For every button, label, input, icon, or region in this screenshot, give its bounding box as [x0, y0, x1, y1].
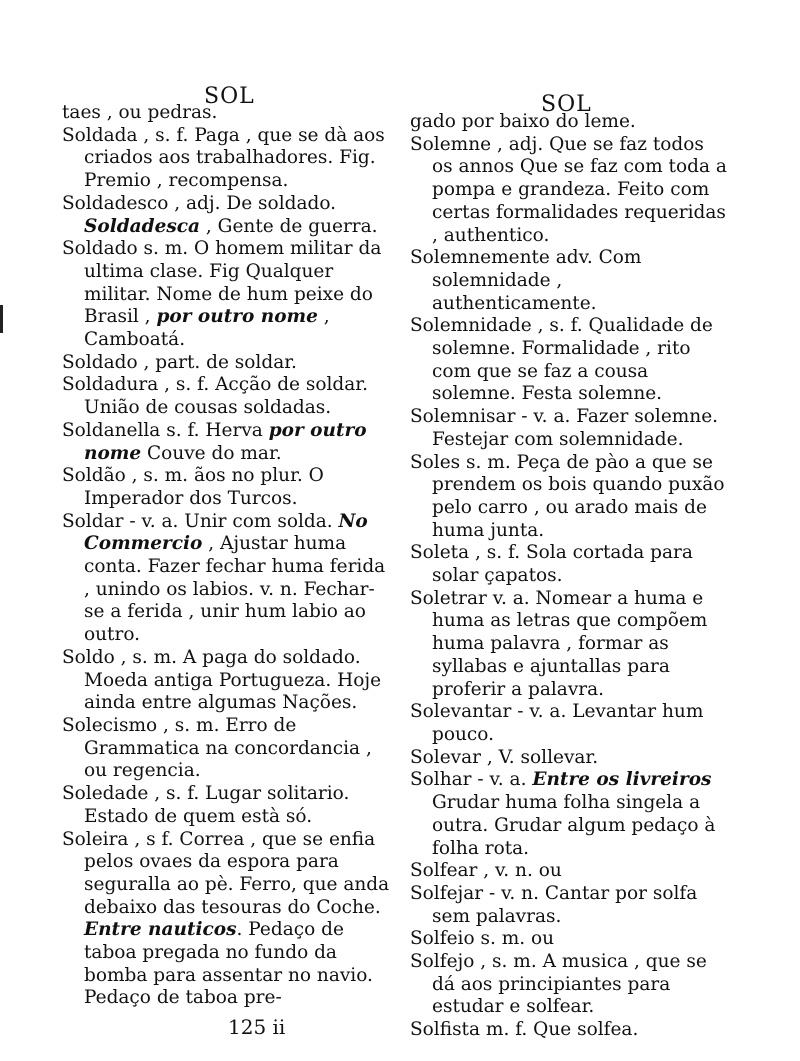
entry-text: Solfejar - v. n. Cantar por solfa sem palavras. [410, 882, 698, 927]
entry-text: Solevar , V. sollevar. [410, 746, 599, 768]
dictionary-entry [62, 511, 392, 647]
entry-text: , Gente de guerra. [200, 215, 378, 237]
entry-text: Solfista m. f. Que solfea. [410, 1019, 639, 1041]
dictionary-entry [410, 1019, 730, 1042]
entry-text: Solemnisar - v. a. Fazer solemne. Festejar com solemnidade. [410, 406, 719, 450]
dictionary-entry [410, 247, 730, 315]
dictionary-entry [410, 315, 730, 406]
dictionary-entry [62, 238, 392, 352]
entry-text: Soleira , s f. Correa , que se enfia pelos ovaes da espora para seguralla ao pè. Ferro, que anda debaixo das tesouras do Coche. [62, 828, 390, 918]
dictionary-entry [410, 134, 730, 248]
entry-text: Solhar - v. a. [410, 769, 533, 791]
entry-text: Soldado s. m. O homem militar da ultima clase. Fig Qualquer militar. Nome de hum peixe do Brasil , [62, 238, 382, 328]
entry-text: Solfejo , s. m. A musica , que se dá aos principiantes para estudar e solfear. [410, 951, 707, 1018]
dictionary-entry [62, 374, 392, 419]
entry-text: Soldado , part. de soldar. [62, 351, 297, 373]
dictionary-entry [410, 883, 730, 928]
dictionary-entry [410, 588, 730, 702]
entry-text: Soldar - v. a. Unir com solda. [62, 510, 339, 532]
entry-italic-text: por outro nome [84, 419, 367, 464]
entry-text: Soldo , s. m. A paga do soldado. Moeda antiga Portugueza. Hoje ainda entre algumas Nações. [62, 646, 382, 714]
entry-text: Soldadura , s. f. Acção de soldar. União de cousas soldadas. [62, 374, 368, 419]
dictionary-entry [410, 747, 730, 770]
entry-italic-text: Entre nauticos [84, 919, 237, 941]
entry-text: Soldão , s. m. ãos no plur. O Imperador dos Turcos. [62, 465, 324, 509]
entry-text: , Camboatá. [84, 306, 330, 351]
dictionary-entry [62, 783, 392, 828]
running-head-left: SOL [204, 84, 255, 109]
dictionary-entry [410, 111, 730, 134]
margin-mark [0, 305, 3, 333]
dictionary-entry [62, 647, 392, 715]
entry-text: Solecismo , s. m. Erro de Grammatica na concordancia , ou regencia. [62, 714, 372, 782]
entry-text: . Pedaço de taboa pregada no fundo da bomba para assentar no navio. Pedaço de taboa pre- [84, 919, 373, 1009]
entry-text: Soles s. m. Peça de pào a que se prendem os bois quando puxão pelo carro , ou arado mais de huma junta. [410, 451, 725, 541]
dictionary-entry [410, 928, 730, 951]
entry-text: Solemne , adj. Que se faz todos os annos Que se faz com toda a pompa e grandeza. Feito com certas formalidades requeridas , authentico. [410, 133, 727, 246]
dictionary-entry [410, 406, 730, 451]
dictionary-entry [410, 860, 730, 883]
page-signature: 125 ii [228, 1015, 286, 1039]
right-column [410, 111, 730, 1042]
entry-text: Solemnidade , s. f. Qualidade de solemne. Formalidade , rito com que se faz a cousa solemne. Festa solemne. [410, 315, 713, 405]
entry-text: Soldadesco , adj. De soldado. [62, 192, 337, 214]
dictionary-entry [62, 125, 392, 193]
entry-text: Grudar huma folha singela a outra. Grudar algum pedaço à folha rota. [432, 792, 716, 859]
dictionary-entry [410, 452, 730, 543]
dictionary-entry [62, 352, 392, 375]
entry-text: gado por baixo do leme. [410, 111, 636, 132]
entry-text: Solfeio s. m. ou [410, 928, 555, 950]
entry-text: Solemnemente adv. Com solemnidade , authenticamente. [410, 247, 642, 314]
running-head-right: SOL [541, 92, 592, 117]
dictionary-entry [62, 102, 392, 125]
entry-italic-text: Soldadesca [84, 215, 201, 237]
entry-italic-text: Entre os livreiros [532, 769, 712, 791]
entry-text: Soleta , s. f. Sola cortada para solar çapatos. [410, 542, 693, 587]
dictionary-entry [410, 951, 730, 1019]
entry-text: Solevantar - v. a. Levantar hum pouco. [410, 701, 704, 745]
dictionary-entry [62, 193, 392, 238]
dictionary-entry [62, 420, 392, 465]
entry-italic-text: por outro nome [156, 306, 318, 328]
dictionary-entry [410, 542, 730, 587]
entry-italic-text: No Commercio [84, 510, 368, 555]
entry-text: Soldada , s. f. Paga , que se dà aos criados aos trabalhadores. Fig. Premio , recompensa. [62, 124, 385, 192]
dictionary-entry [410, 769, 730, 860]
entry-text: Couve do mar. [141, 442, 282, 464]
dictionary-entry [410, 701, 730, 746]
entry-text: Soletrar v. a. Nomear a huma e huma as letras que compõem huma palavra , formar as syllabas e ajuntallas para proferir a palavra. [410, 587, 708, 700]
left-column [62, 102, 392, 1010]
entry-text: , Ajustar huma conta. Fazer fechar huma ferida , unindo os labios. v. n. Fechar-se a ferida , unir hum labio ao outro. [84, 533, 386, 646]
entry-text: Soldanella s. f. Herva [62, 419, 269, 441]
dictionary-entry [62, 829, 392, 1011]
dictionary-entry [62, 465, 392, 510]
entry-text: taes , ou pedras. [62, 102, 218, 123]
entry-text: Solfear , v. n. ou [410, 860, 562, 882]
entry-text: Soledade , s. f. Lugar solitario. Estado de quem està só. [62, 783, 350, 827]
dictionary-entry [62, 715, 392, 783]
